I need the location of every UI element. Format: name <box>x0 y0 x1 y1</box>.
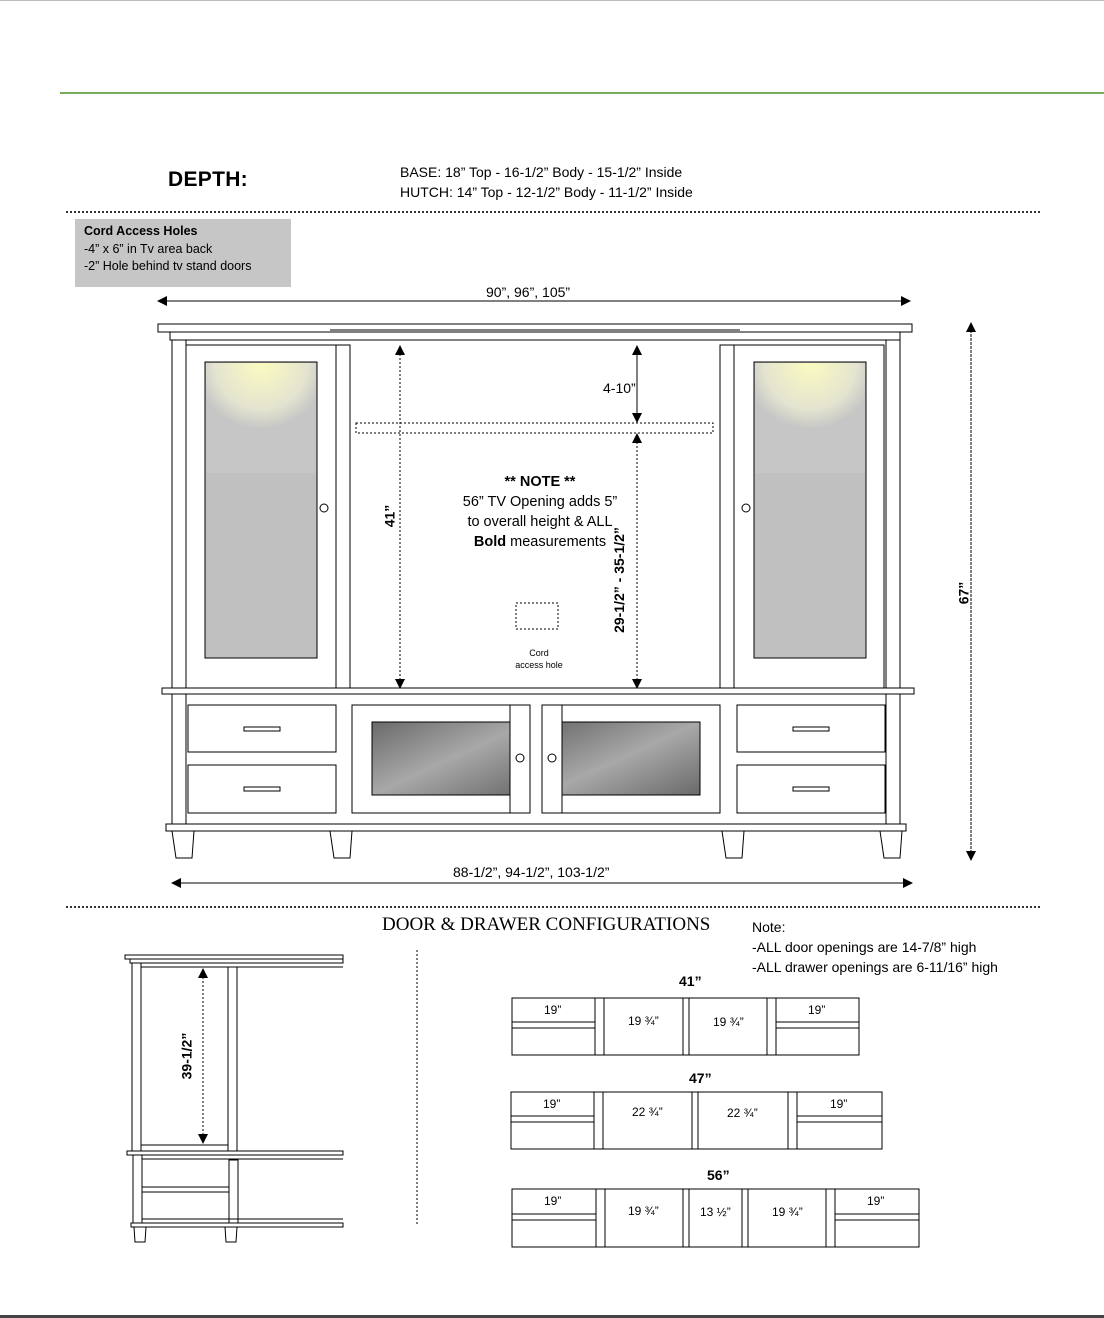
config-cell: 19” <box>543 1097 561 1111</box>
note-line: -ALL drawer openings are 6-11/16” high <box>752 959 998 975</box>
configurations-note <box>752 917 998 977</box>
config-row-47 <box>511 1092 882 1149</box>
shelf-to-base-label: 29-1/2” - 35-1/2” <box>610 527 627 633</box>
tv-opening-height-label: 41” <box>381 504 398 528</box>
note-heading: ** NOTE ** <box>504 474 576 490</box>
configurations-title: DOOR & DRAWER CONFIGURATIONS <box>382 914 711 935</box>
note-line: measurements <box>506 534 607 550</box>
config-cell: 22 ¾” <box>632 1105 663 1119</box>
config-size-41: 41” <box>679 973 702 989</box>
config-cell: 19 ¾” <box>772 1205 803 1219</box>
config-cell: 19 ¾” <box>628 1204 659 1218</box>
cord-hole-label-line: Cord <box>529 648 549 658</box>
top-width-label: 90”, 96”, 105” <box>486 284 571 300</box>
cord-hole-label <box>509 647 569 671</box>
base-width-label: 88-1/2”, 94-1/2”, 103-1/2” <box>453 864 610 880</box>
depth-hutch-line: HUTCH: 14” Top - 12-1/2” Body - 11-1/2” Inside <box>400 184 693 200</box>
section-divider-bottom <box>66 906 1040 908</box>
config-size-56: 56” <box>707 1167 730 1183</box>
config-cell: 19 ¾” <box>713 1015 744 1029</box>
shelf-offset-label: 4-10” <box>603 380 636 396</box>
cord-access-line: -2” Hole behind tv stand doors <box>84 259 252 273</box>
config-cell: 22 ¾” <box>727 1106 758 1120</box>
note-line: 56” TV Opening adds 5” <box>462 494 618 510</box>
config-cell: 19” <box>808 1003 826 1017</box>
cord-hole-label-line: access hole <box>515 660 563 670</box>
cord-access-title: Cord Access Holes <box>84 224 198 238</box>
config-cell: 19” <box>867 1194 885 1208</box>
tv-opening-note <box>420 472 660 552</box>
config-row-41 <box>512 998 859 1055</box>
config-cell: 19” <box>544 1003 562 1017</box>
config-cell: 19” <box>830 1097 848 1111</box>
note-line: to overall height & ALL <box>467 514 613 530</box>
side-inner-height-label: 39-1/2” <box>178 1032 195 1080</box>
note-bold-word: Bold <box>473 534 507 550</box>
config-size-47: 47” <box>689 1070 712 1086</box>
note-title: Note: <box>752 919 786 935</box>
depth-base-line: BASE: 18” Top - 16-1/2” Body - 15-1/2” Inside <box>400 164 683 180</box>
overall-height-label: 67” <box>955 581 972 605</box>
config-cell: 19 ¾” <box>628 1014 659 1028</box>
note-line: -ALL door openings are 14-7/8” high <box>752 939 977 955</box>
cord-access-line: -4” x 6” in Tv area back <box>84 241 213 256</box>
depth-title: DEPTH: <box>168 168 248 191</box>
config-cell: 19” <box>544 1194 562 1208</box>
config-cell: 13 ½” <box>700 1205 731 1219</box>
